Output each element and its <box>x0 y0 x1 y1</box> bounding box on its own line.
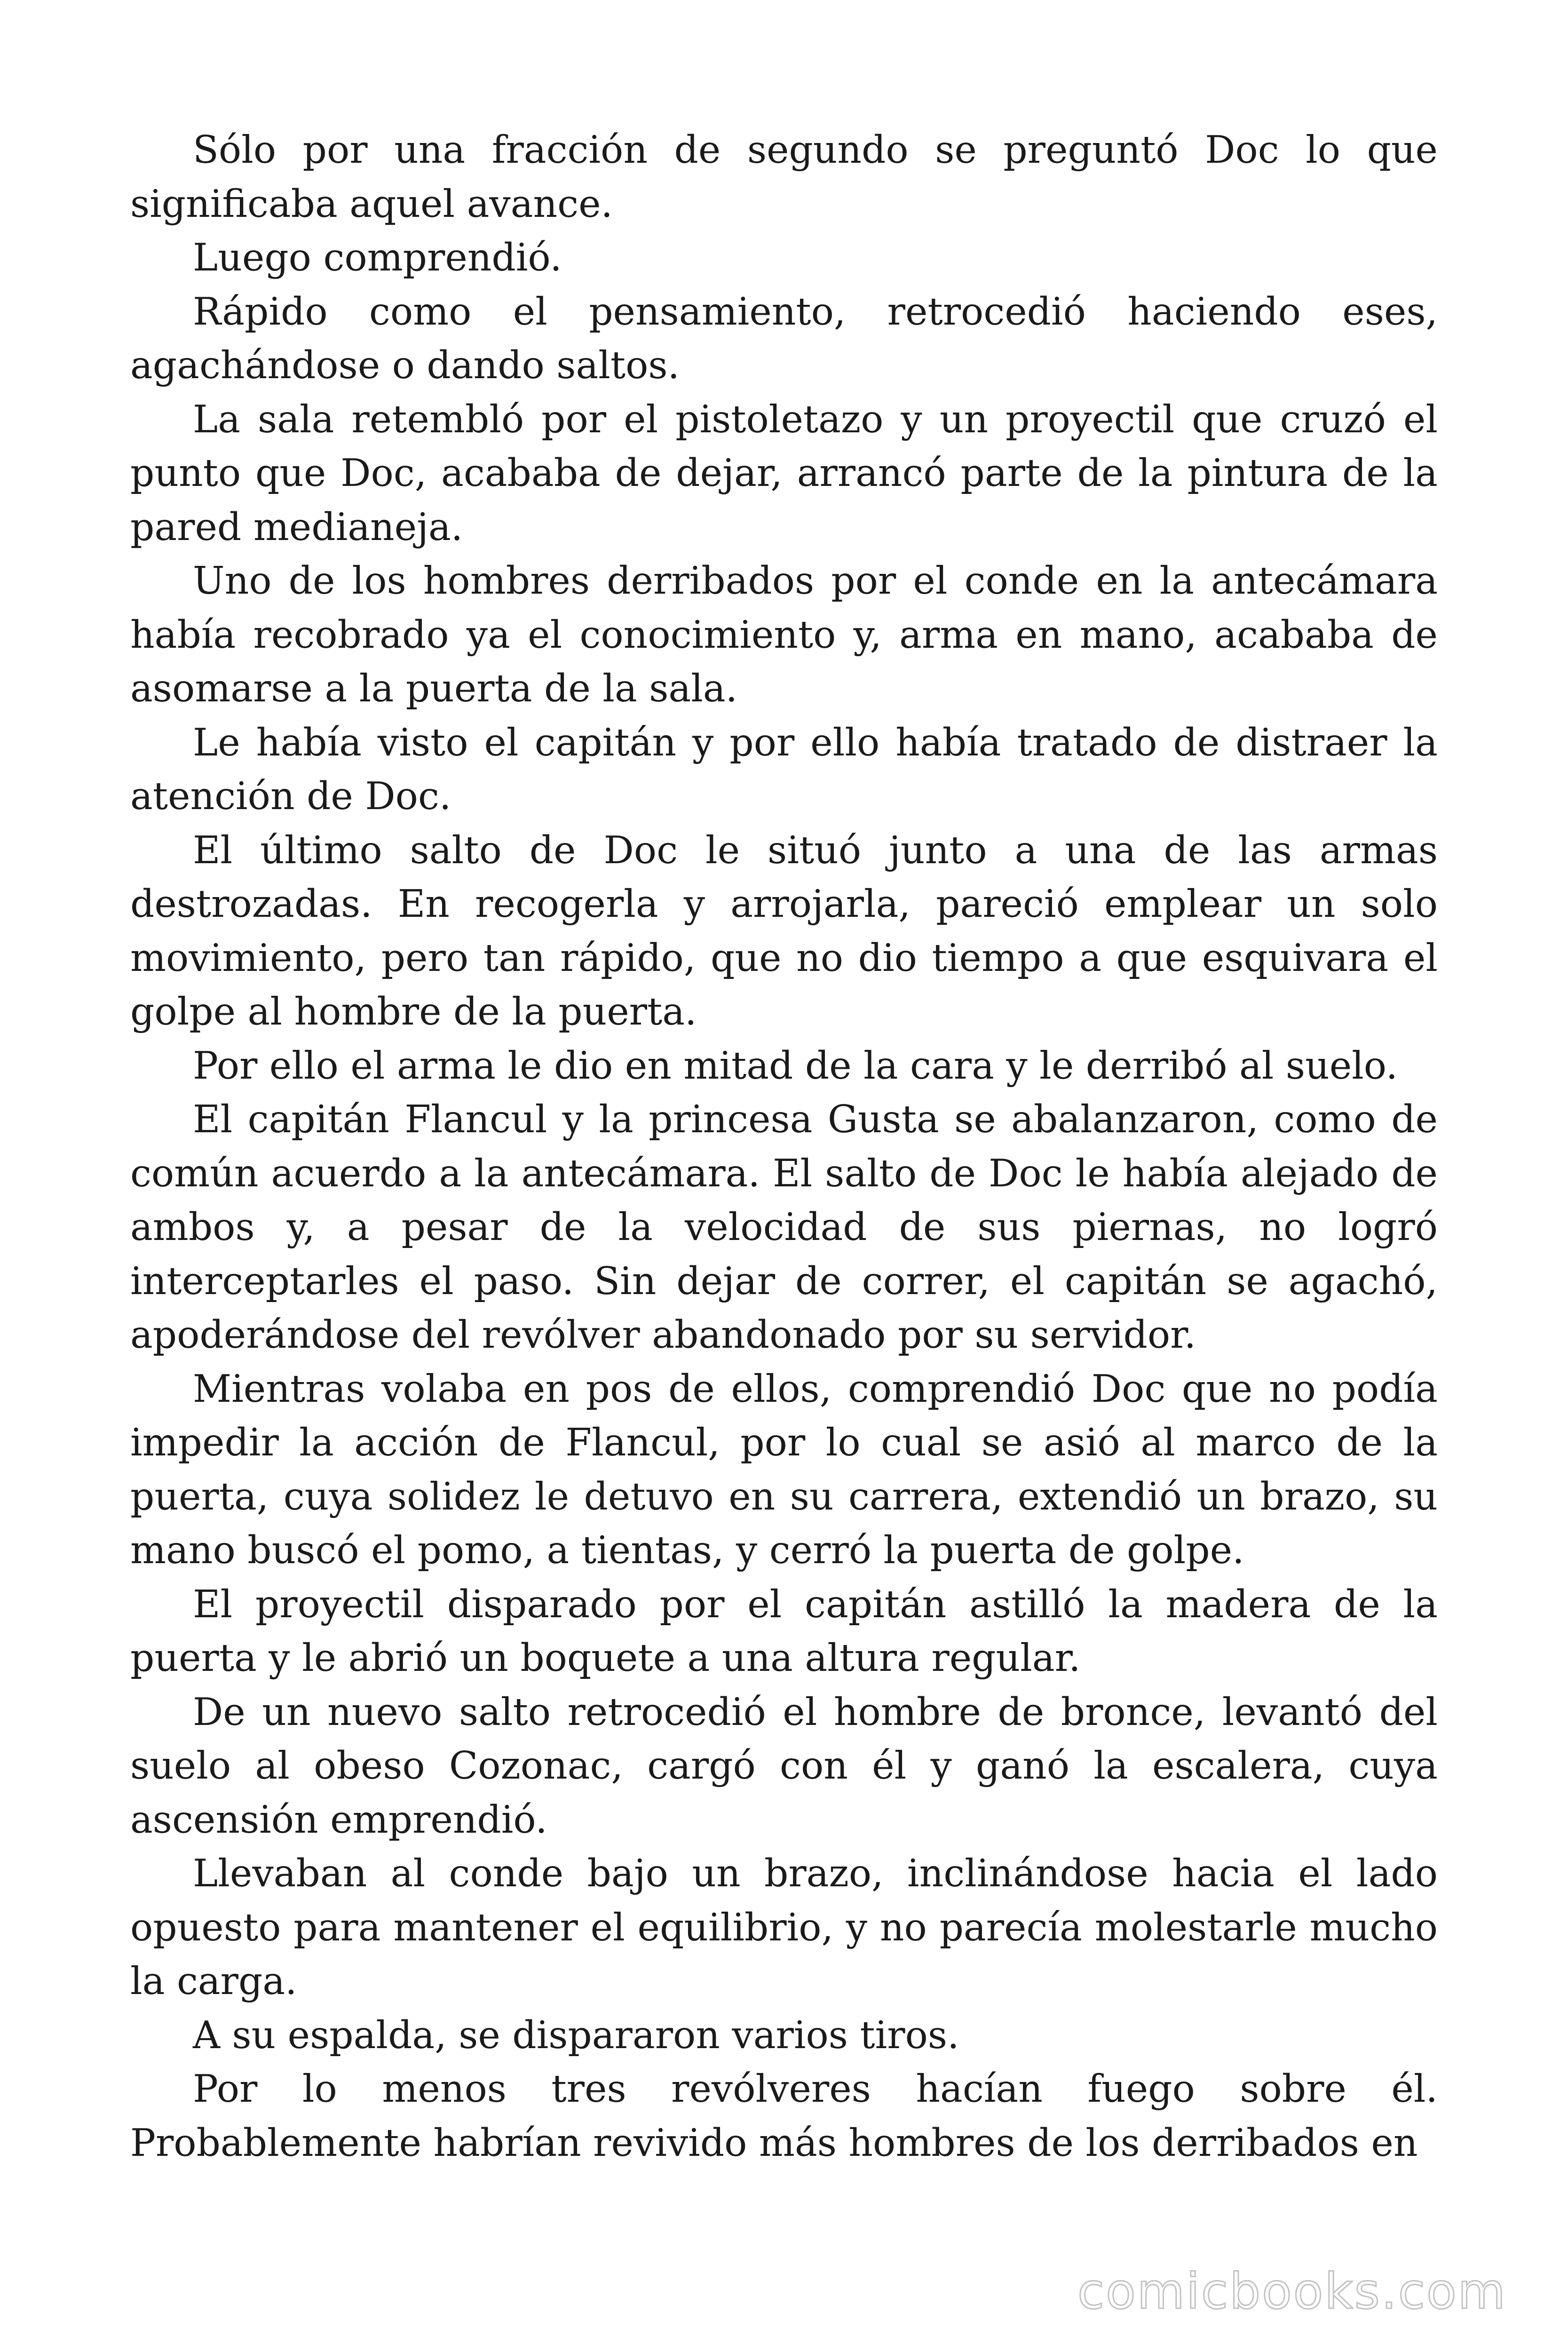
paragraph: El proyectil disparado por el capitán astilló la madera de la puerta y le abrió un boquete a una altura regular. <box>130 1582 1438 1680</box>
paragraph: Rápido como el pensamiento, retrocedió haciendo eses, agachándose o dando saltos. <box>130 289 1438 387</box>
paragraph: Por lo menos tres revólveres hacían fuego sobre él. Probablemente habrían revivido más hombres de los derribados en <box>130 2067 1438 2165</box>
watermark: comicbooks.com <box>1077 2263 1507 2320</box>
paragraph: Sólo por una fracción de segundo se preguntó Doc lo que significaba aquel avance. <box>130 128 1438 226</box>
paragraph: La sala retembló por el pistoletazo y un proyectil que cruzó el punto que Doc, acababa de dejar, arrancó parte de la pintura de la pared medianeja. <box>130 397 1438 549</box>
paragraph: Le había visto el capitán y por ello había tratado de distraer la atención de Doc. <box>130 720 1438 818</box>
paragraph: El último salto de Doc le situó junto a una de las armas destrozadas. En recogerla y arrojarla, pareció emplear un solo movimiento, pero tan rápido, que no dio tiempo a que esquivara el golpe al hombre de la puerta. <box>130 828 1438 1033</box>
paragraph: Por ello el arma le dio en mitad de la cara y le derribó al suelo. <box>193 1043 1398 1088</box>
paragraph: Luego comprendió. <box>193 236 562 279</box>
paragraph: A su espalda, se dispararon varios tiros. <box>193 2013 959 2057</box>
paragraph: Uno de los hombres derribados por el conde en la antecámara había recobrado ya el conocimiento y, arma en mano, acababa de asomarse a la puerta de la sala. <box>130 559 1438 710</box>
paragraph: Llevaban al conde bajo un brazo, inclinándose hacia el lado opuesto para mantener el equilibrio, y no parecía molestarle mucho la carga. <box>130 1851 1438 2003</box>
page-body <box>130 123 1438 2170</box>
paragraph: De un nuevo salto retrocedió el hombre de bronce, levantó del suelo al obeso Cozonac, cargó con él y ganó la escalera, cuya ascensión emprendió. <box>130 1690 1438 1842</box>
paragraph: El capitán Flancul y la princesa Gusta se abalanzaron, como de común acuerdo a la antecámara. El salto de Doc le había alejado de ambos y, a pesar de la velocidad de sus piernas, no logró interceptarles el paso. Sin dejar de correr, el capitán se agachó, apoderándose del revólver abandonado por su servidor. <box>130 1097 1438 1357</box>
paragraph: Mientras volaba en pos de ellos, comprendió Doc que no podía impedir la acción de Flancul, por lo cual se asió al marco de la puerta, cuya solidez le detuvo en su carrera, extendió un brazo, su mano buscó el pomo, a tientas, y cerró la puerta de golpe. <box>130 1367 1438 1572</box>
